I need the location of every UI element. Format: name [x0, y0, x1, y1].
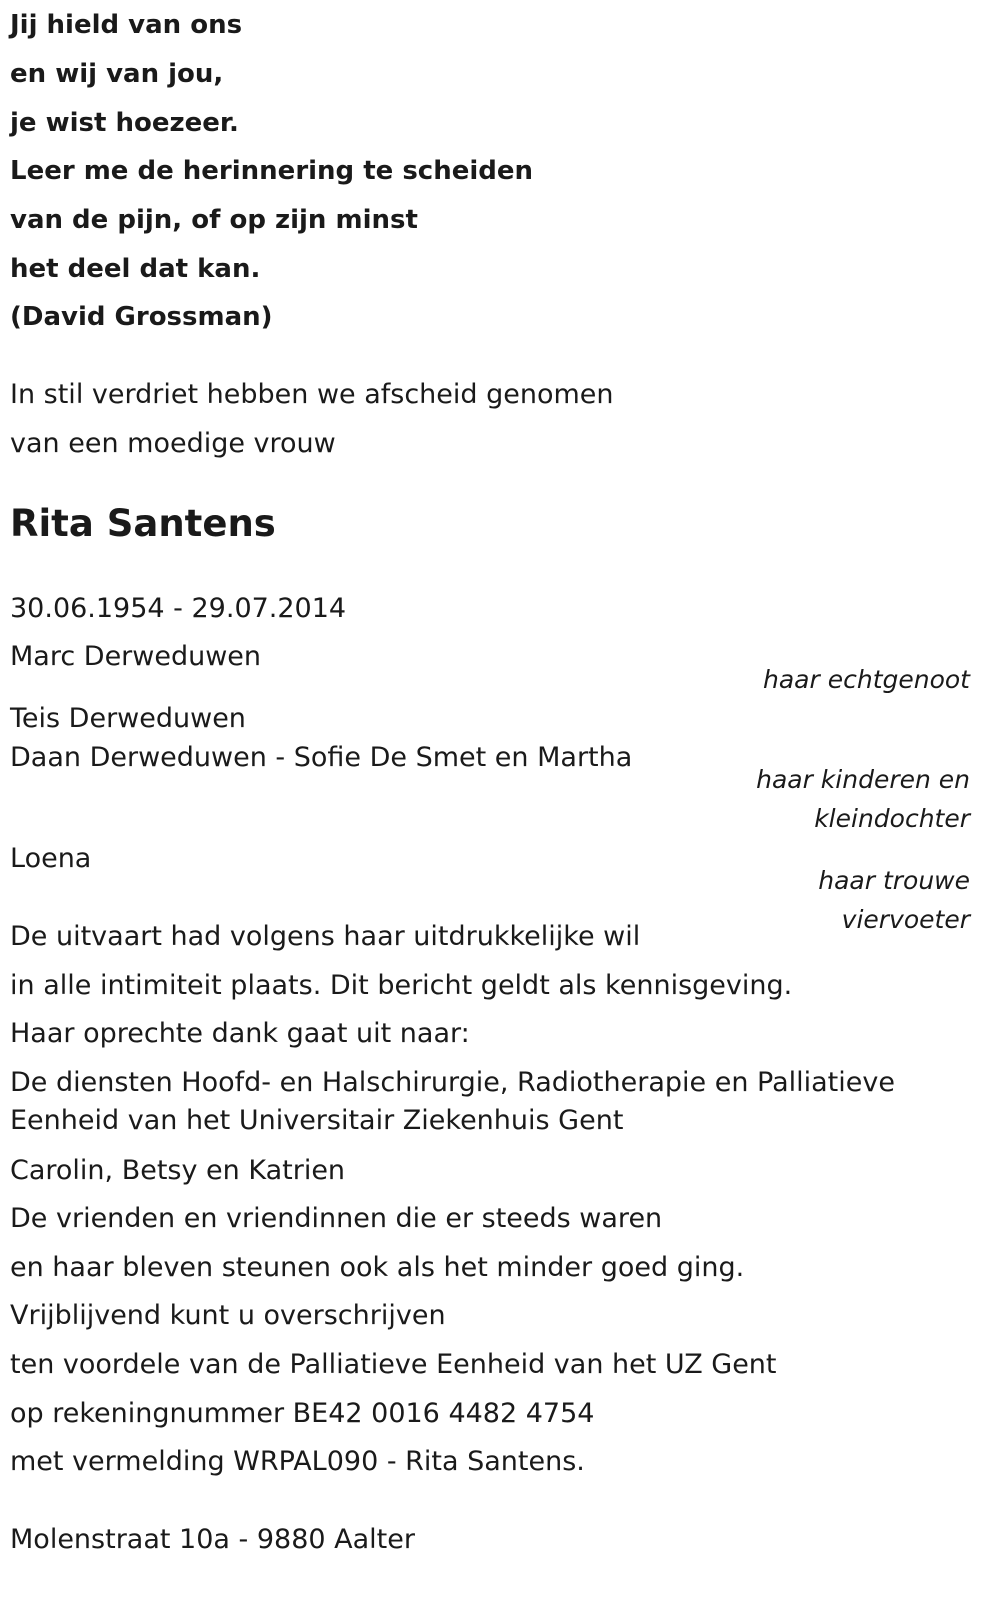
poem-line: en wij van jou, [10, 59, 224, 89]
intro-line: In stil verdriet hebben we afscheid genomen [10, 379, 614, 410]
child-name: Teis Derweduwen [10, 703, 246, 734]
notice-line: op rekeningnummer BE42 0016 4482 4754 [10, 1398, 595, 1429]
pet-name: Loena [10, 843, 92, 874]
notice-line: met vermelding WRPAL090 - Rita Santens. [10, 1446, 585, 1477]
poem-line: het deel dat kan. [10, 254, 261, 284]
notice-line: De uitvaart had volgens haar uitdrukkelijke wil [10, 921, 641, 952]
children-role: kleindochter [814, 804, 970, 833]
pet-role: haar trouwe [818, 866, 970, 895]
notice-line: ten voordele van de Palliatieve Eenheid van het UZ Gent [10, 1349, 777, 1380]
poem-line: je wist hoezeer. [10, 108, 239, 138]
notice-line: en haar bleven steunen ook als het minder goed ging. [10, 1252, 745, 1283]
child-name: Daan Derweduwen - Sofie De Smet en Martha [10, 742, 633, 773]
notice-line: Vrijblijvend kunt u overschrijven [10, 1300, 446, 1331]
notice-line: Haar oprechte dank gaat uit naar: [10, 1018, 470, 1049]
notice-line: Eenheid van het Universitair Ziekenhuis Gent [10, 1105, 624, 1136]
husband-role: haar echtgenoot [763, 665, 970, 694]
children-role: haar kinderen en [756, 765, 970, 794]
poem-line: Leer me de herinnering te scheiden [10, 156, 534, 186]
life-dates: 30.06.1954 - 29.07.2014 [10, 593, 347, 624]
notice-line: De diensten Hoofd- en Halschirurgie, Radiotherapie en Palliatieve [10, 1067, 895, 1098]
poem-line: Jij hield van ons [10, 10, 243, 40]
notice-line: Carolin, Betsy en Katrien [10, 1155, 346, 1186]
intro-line: van een moedige vrouw [10, 428, 336, 459]
husband-name: Marc Derweduwen [10, 641, 262, 672]
poem-line: van de pijn, of op zijn minst [10, 205, 418, 235]
deceased-name: Rita Santens [10, 502, 276, 545]
pet-role: viervoeter [841, 905, 970, 934]
notice-line: De vrienden en vriendinnen die er steeds waren [10, 1203, 663, 1234]
poem-author: (David Grossman) [10, 302, 273, 332]
notice-line: in alle intimiteit plaats. Dit bericht geldt als kennisgeving. [10, 970, 793, 1001]
address: Molenstraat 10a - 9880 Aalter [10, 1524, 415, 1555]
